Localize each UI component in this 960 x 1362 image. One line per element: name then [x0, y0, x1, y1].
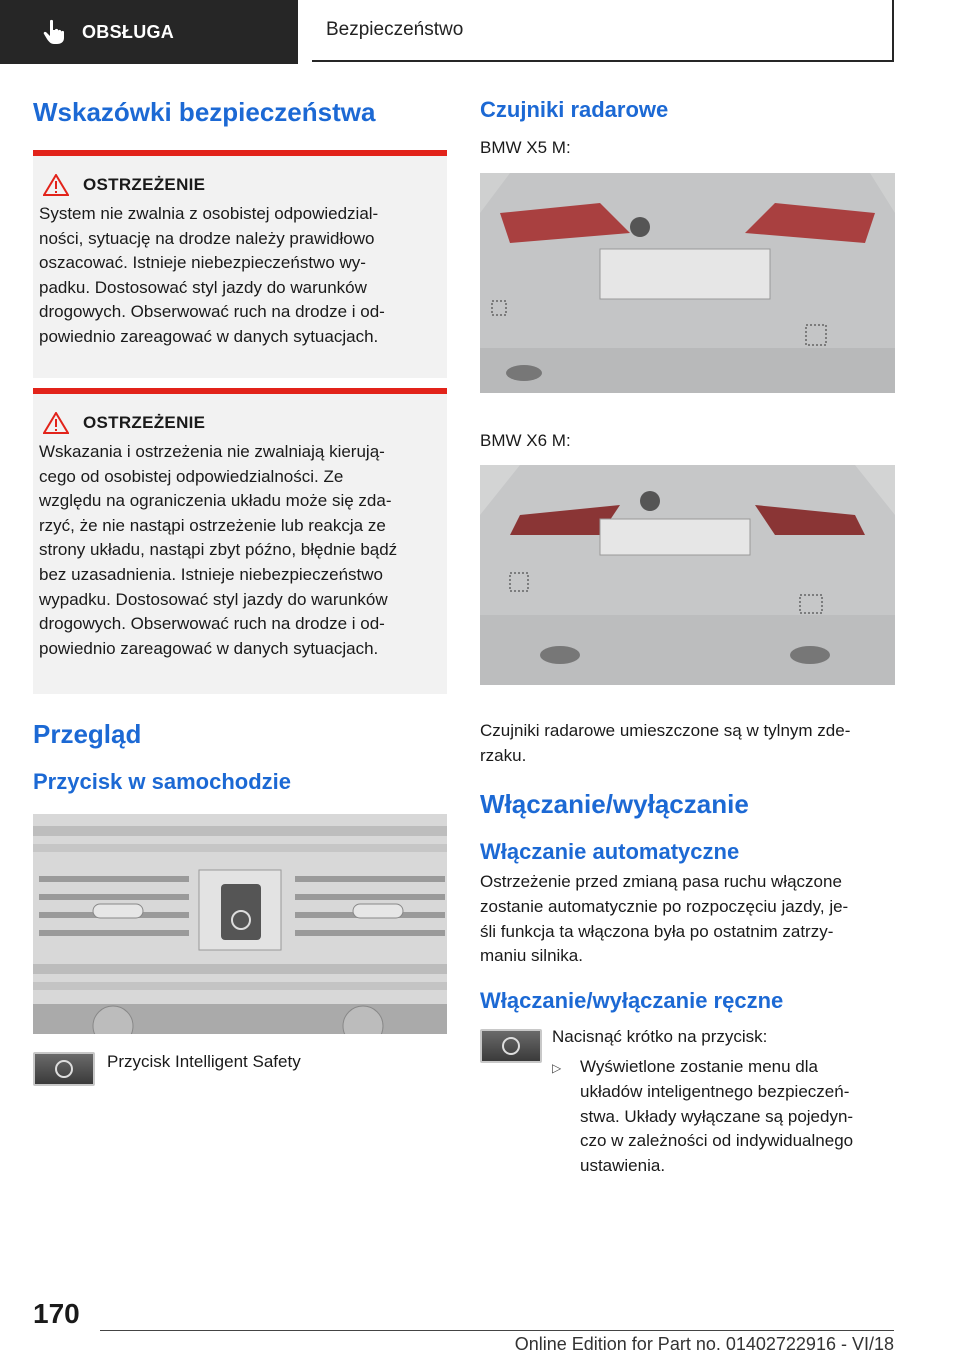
section-title: OBSŁUGA [82, 21, 175, 42]
x6-rear-photo [480, 465, 895, 685]
text-line: powiednio zareagować w danych sytuacjach. [39, 638, 379, 658]
x5-rear-illustration [480, 173, 895, 393]
warning-text-2 [39, 440, 441, 661]
left-column [33, 96, 447, 1086]
warning-triangle-icon [43, 412, 69, 434]
radar-description [480, 719, 895, 768]
text-line: układów inteligentnego bezpieczeń- [580, 1081, 850, 1101]
automatic-activation-text [480, 870, 895, 968]
text-line: Czujniki radarowe umieszczone są w tylnym zde- [480, 721, 851, 741]
manual-bullet [552, 1055, 853, 1178]
text-line: drogowych. Obserwować ruch na drodze i od- [39, 302, 385, 322]
overview-heading: Przegląd [33, 719, 142, 749]
button-caption: Przycisk Intelligent Safety [107, 1052, 301, 1071]
x6-rear-illustration [480, 465, 895, 685]
manual-instruction-text [552, 1026, 854, 1179]
right-column [480, 96, 895, 1178]
warning-title-2 [43, 412, 441, 434]
warning-box-2 [33, 388, 447, 694]
warning-label-1: OSTRZEŻENIE [83, 175, 206, 194]
page-number: 170 [33, 1298, 80, 1329]
text-line: maniu silnika. [480, 946, 583, 966]
warning-box-1 [33, 150, 447, 378]
text-line: bez uzasadnienia. Istnieje niebezpieczeństwo [39, 564, 384, 584]
bullet-triangle-icon: ▷ [552, 1061, 562, 1076]
radar-sensors-heading: Czujniki radarowe [480, 97, 669, 122]
text-line: ności, sytuację na drodze należy prawidłowo [39, 228, 375, 248]
manual-bullet-text [580, 1055, 853, 1178]
safety-tips-heading: Wskazówki bezpieczeństwa [33, 97, 376, 127]
manual-press: Nacisnąć krótko na przycisk: [552, 1026, 768, 1046]
manual-activation-heading: Włączanie/wyłączanie ręczne [480, 987, 784, 1013]
automatic-activation-heading: Włączanie automatyczne [480, 839, 740, 865]
text-line: oszacować. Istnieje niebezpieczeństwo wy- [39, 253, 366, 273]
footer-divider [100, 1330, 894, 1331]
x5-rear-photo [480, 173, 895, 393]
text-line: Wskazania i ostrzeżenia nie zwalniają kierują- [39, 442, 385, 461]
on-off-heading: Włączanie/wyłączanie [480, 789, 749, 820]
pointing-hand-icon [40, 18, 68, 46]
chapter-header [312, 0, 894, 62]
text-line: Wyświetlone zostanie menu dla [580, 1057, 818, 1077]
text-line: zostanie automatycznie po rozpoczęciu jazdy, je- [480, 896, 849, 916]
warning-triangle-icon [43, 174, 69, 196]
warning-text-1 [39, 202, 441, 350]
edition-info: Online Edition for Part no. 01402722916 - VI/18 [514, 1334, 894, 1354]
text-line: cego od osobistej odpowiedzialności. Ze [39, 466, 344, 486]
text-line: względu na ograniczenia układu może się zda- [39, 491, 392, 511]
x5-label: BMW X5 M: [480, 138, 571, 157]
text-line: padku. Dostosować styl jazdy do warunków [39, 277, 367, 297]
text-line: rzaku. [480, 745, 527, 765]
text-line: ustawienia. [580, 1155, 666, 1175]
button-in-car-heading: Przycisk w samochodzie [33, 769, 291, 794]
text-line: Ostrzeżenie przed zmianą pasa ruchu włączone [480, 872, 842, 892]
text-line: drogowych. Obserwować ruch na drodze i od- [39, 614, 385, 634]
text-line: czo w zależności od indywidualnego [580, 1131, 854, 1151]
text-line: wypadku. Dostosować styl jazdy do warunków [39, 589, 388, 609]
chapter-title: Bezpieczeństwo [326, 19, 464, 40]
manual-instruction-row [480, 1026, 895, 1179]
text-line: stwa. Układy wyłączane są pojedyn- [580, 1106, 854, 1126]
warning-label-2: OSTRZEŻENIE [83, 413, 206, 432]
text-line: System nie zwalnia z osobistej odpowiedzial- [39, 204, 379, 223]
text-line: powiednio zareagować w danych sytuacjach. [39, 326, 379, 346]
warning-title-1 [43, 174, 441, 196]
intelligent-safety-button-icon [480, 1029, 542, 1063]
dashboard-illustration [33, 814, 447, 1034]
intelligent-safety-button-icon [33, 1052, 95, 1086]
dashboard-button-photo [33, 814, 447, 1034]
section-tab [0, 0, 298, 64]
text-line: strony układu, nastąpi zbyt późno, błędnie bądź [39, 540, 398, 560]
text-line: śli funkcja ta włączona była po ostatnim zatrzy- [480, 921, 834, 941]
button-caption-row [33, 1052, 447, 1086]
x6-label: BMW X6 M: [480, 430, 571, 450]
text-line: rzyć, że nie nastąpi ostrzeżenie lub reakcja ze [39, 515, 386, 535]
